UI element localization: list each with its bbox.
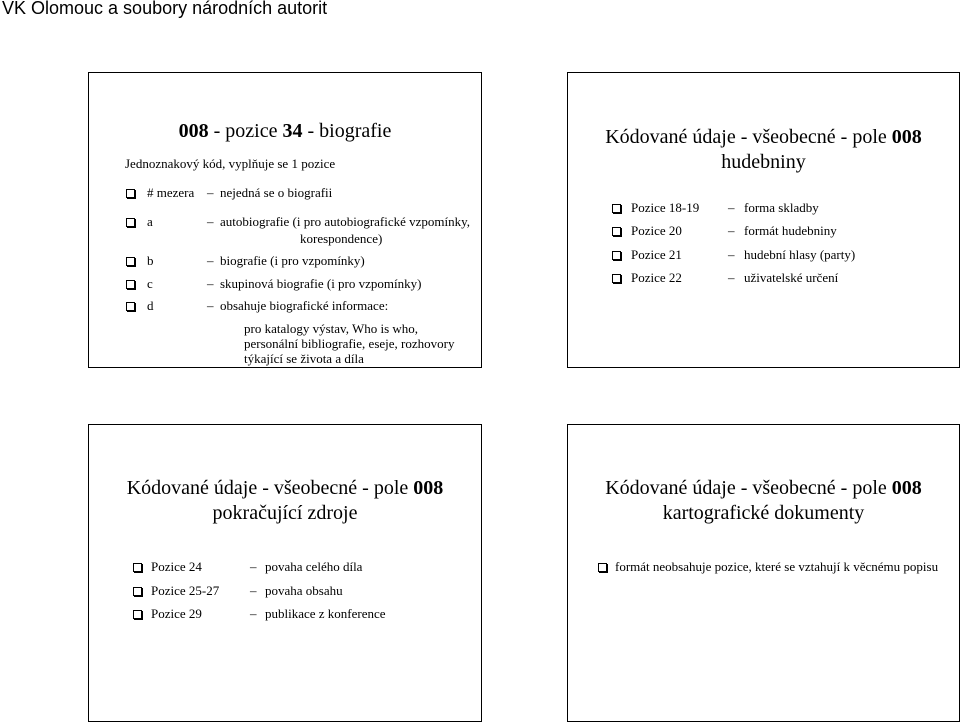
item-text: autobiografie (i pro autobiografické vzpomínky,: [220, 214, 471, 229]
item-text-continued: korespondence): [300, 231, 383, 246]
dash: –: [207, 214, 214, 229]
dash: –: [250, 583, 257, 598]
checkbox-bullet-icon: [126, 257, 135, 266]
dash: –: [207, 185, 214, 200]
item-key: c: [147, 276, 153, 291]
item-text: povaha celého díla: [265, 559, 363, 574]
dash: –: [728, 270, 735, 285]
item-text: skupinová biografie (i pro vzpomínky): [220, 276, 422, 291]
dash: –: [207, 298, 214, 313]
dash: –: [250, 606, 257, 621]
checkbox-bullet-icon: [612, 227, 621, 236]
slide-kartograficke-dokumenty: [567, 424, 960, 722]
checkbox-bullet-icon: [612, 204, 621, 213]
item-text: obsahuje biografické informace:: [220, 298, 389, 313]
note-text: pro katalogy výstav, Who is who, personální bibliografie, eseje, rozhovory týkající se života a díla: [244, 321, 455, 366]
checkbox-bullet-icon: [133, 563, 142, 572]
item-text: publikace z konference: [265, 606, 386, 621]
item-key: Pozice 22: [631, 270, 682, 285]
dash: –: [250, 559, 257, 574]
item-text: povaha obsahu: [265, 583, 343, 598]
slide-biografie: [88, 72, 482, 368]
dash: –: [728, 200, 735, 215]
slide-hudebniny: [567, 72, 960, 368]
dash: –: [728, 247, 735, 262]
item-key: Pozice 24: [151, 559, 202, 574]
dash: –: [207, 253, 214, 268]
checkbox-bullet-icon: [612, 274, 621, 283]
slide-pokracujici-zdroje: [88, 424, 482, 722]
item-key: a: [147, 214, 153, 229]
checkbox-bullet-icon: [126, 302, 135, 311]
dash: –: [207, 276, 214, 291]
checkbox-bullet-icon: [612, 251, 621, 260]
item-text: formát neobsahuje pozice, které se vztahují k věcnému popisu: [615, 559, 939, 574]
item-key: Pozice 21: [631, 247, 682, 262]
item-key: Pozice 20: [631, 223, 682, 238]
item-key: b: [147, 253, 154, 268]
item-text: forma skladby: [744, 200, 819, 215]
slide-title: Kódované údaje - všeobecné - pole 008 pokračující zdroje: [126, 477, 444, 524]
item-text: hudební hlasy (party): [744, 247, 856, 262]
item-text: nejedná se o biografii: [220, 185, 333, 200]
checkbox-bullet-icon: [133, 610, 142, 619]
item-key: Pozice 25-27: [151, 583, 220, 598]
checkbox-bullet-icon: [126, 218, 135, 227]
item-key: Pozice 18-19: [631, 200, 700, 215]
document-header: VK Olomouc a soubory národních autorit: [2, 0, 328, 18]
slide-subtitle: Jednoznakový kód, vyplňuje se 1 pozice: [125, 156, 336, 171]
slide-title: Kódované údaje - všeobecné - pole 008 hudebniny: [605, 126, 922, 173]
slide-title: Kódované údaje - všeobecné - pole 008 kartografické dokumenty: [605, 477, 922, 524]
checkbox-bullet-icon: [133, 587, 142, 596]
item-text: formát hudebniny: [744, 223, 837, 238]
checkbox-bullet-icon: [598, 563, 607, 572]
item-text: biografie (i pro vzpomínky): [220, 253, 365, 268]
item-key: # mezera: [147, 185, 195, 200]
dash: –: [728, 223, 735, 238]
checkbox-bullet-icon: [126, 280, 135, 289]
item-key: d: [147, 298, 154, 313]
item-key: Pozice 29: [151, 606, 202, 621]
slide-title: 008 - pozice 34 - biografie: [178, 120, 392, 142]
checkbox-bullet-icon: [126, 189, 135, 198]
item-text: uživatelské určení: [744, 270, 839, 285]
